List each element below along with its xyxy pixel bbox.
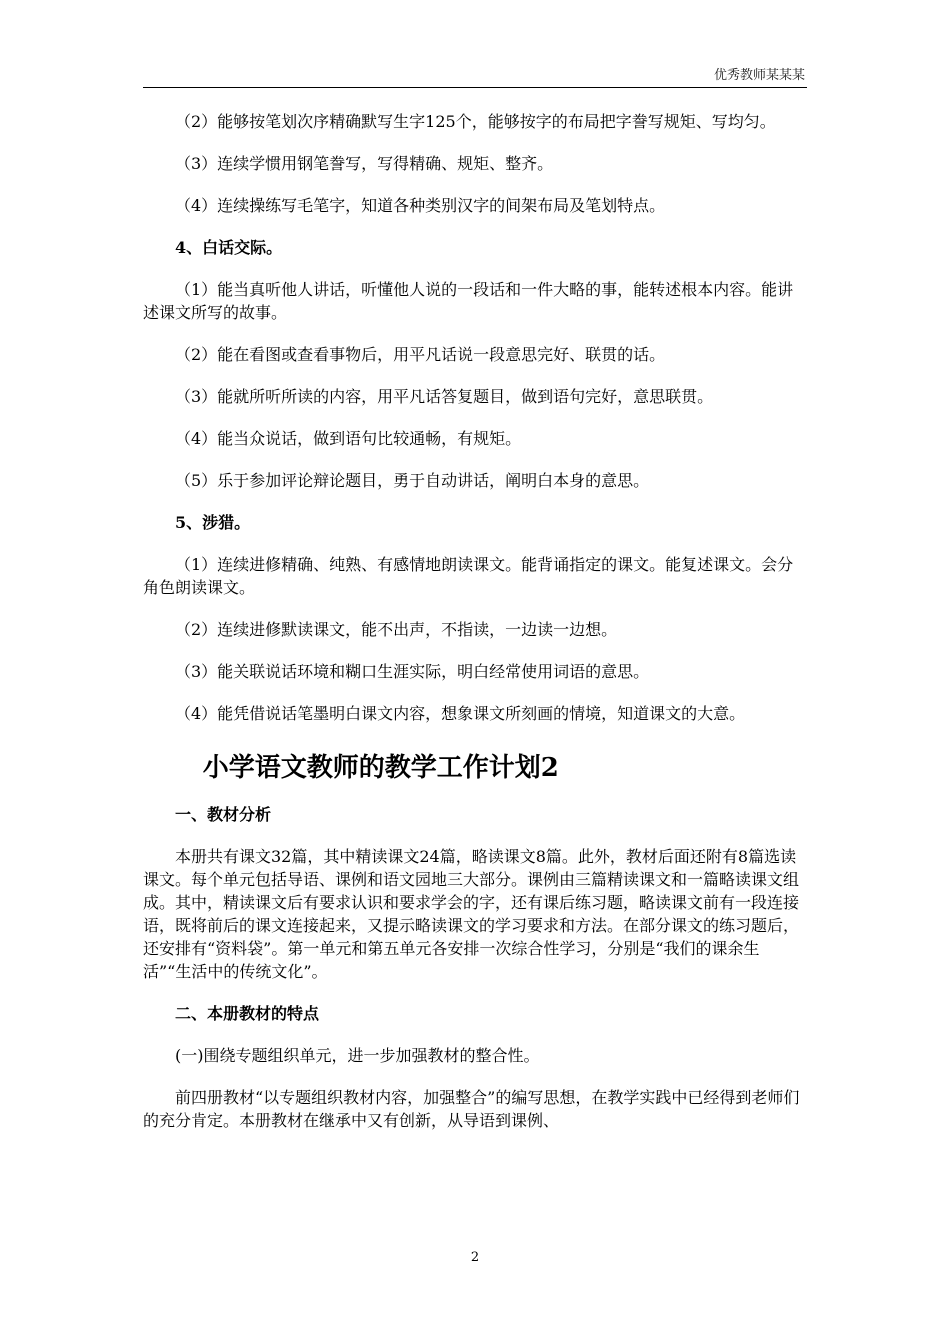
document-title: 小学语文教师的教学工作计划2 [202,753,559,783]
paragraph: （2）能在看图或查看事物后，用平凡话说一段意思完好、联贯的话。 [175,345,666,364]
header-rule [143,87,807,88]
paragraph: （4）能当众说话，做到语句比较通畅，有规矩。 [175,429,522,448]
paragraph: 前四册教材“以专题组织教材内容，加强整合”的编写思想，在教学实践中已经得到老师们的充分肯定。本册教材在继承中又有创新，从导语到课例、 [143,1088,800,1130]
page-number: 2 [470,1250,480,1265]
paragraph: (一)围绕专题组织单元，进一步加强教材的整合性。 [175,1046,540,1065]
section-heading: 4、白话交际。 [175,238,283,257]
paragraph: 本册共有课文32篇，其中精读课文24篇，略读课文8篇。此外，教材后面还附有8篇选读课文。每个单元包括导语、课例和语文园地三大部分。课例由三篇精读课文和一篇略读课文组成。其中，精读课文后有要求认识和要求学会的字，还有课后练习题，略读课文前有一段连接语，既将前后的课文连接起来，又提示略读课文的学习要求和方法。在部分课文的练习题后，还安排有“资料袋”。第一单元和第五单元各安排一次综合性学习，分别是“我们的课余生活”“生活中的传统文化”。 [143,847,800,981]
paragraph: （4）连续操练写毛笔字，知道各种类别汉字的间架布局及笔划特点。 [175,196,666,215]
paragraph: （3）能就所听所读的内容，用平凡话答复题目，做到语句完好，意思联贯。 [175,387,714,406]
paragraph: （2）连续进修默读课文，能不出声，不指读，一边读一边想。 [175,620,618,639]
paragraph: （1）连续进修精确、纯熟、有感情地朗读课文。能背诵指定的课文。能复述课文。会分角色朗读课文。 [143,555,794,597]
paragraph: （3）能关联说话环境和糊口生涯实际，明白经常使用词语的意思。 [175,662,650,681]
paragraph: （3）连续学惯用钢笔誊写，写得精确、规矩、整齐。 [175,154,554,173]
paragraph: （2）能够按笔划次序精确默写生字125个，能够按字的布局把字誊写规矩、写均匀。 [175,112,776,131]
paragraph: （5）乐于参加评论辩论题目，勇于自动讲话，阐明白本身的意思。 [175,471,650,490]
page-header-author: 优秀教师某某某 [713,68,805,83]
section-heading: 一、教材分析 [175,805,272,824]
document-body [143,110,807,1151]
section-heading: 5、涉猎。 [175,513,251,532]
paragraph: （1）能当真听他人讲话，听懂他人说的一段话和一件大略的事，能转述根本内容。能讲述课文所写的故事。 [143,280,794,322]
section-heading: 二、本册教材的特点 [175,1004,320,1023]
paragraph: （4）能凭借说话笔墨明白课文内容，想象课文所刻画的情境，知道课文的大意。 [175,704,746,723]
